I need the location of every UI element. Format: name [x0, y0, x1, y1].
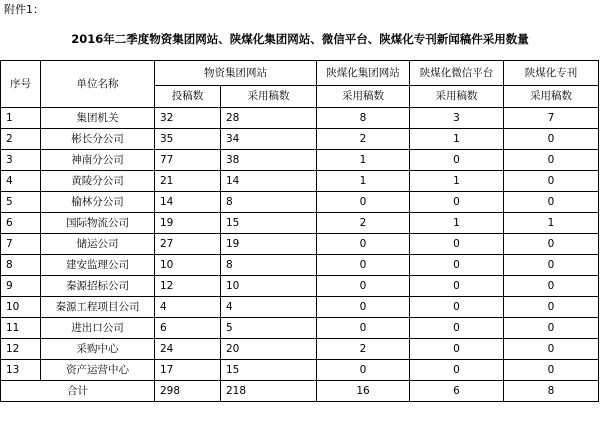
cell-wechat-adopted: 0	[410, 192, 504, 213]
cell-smh-adopted: 0	[317, 234, 410, 255]
header-row-1	[1, 61, 599, 86]
cell-wechat-adopted: 0	[410, 234, 504, 255]
total-row	[1, 381, 599, 402]
table-row	[1, 318, 599, 339]
cell-submitted: 21	[155, 171, 221, 192]
header-smh-site: 陕煤化集团网站	[317, 61, 410, 86]
table-row	[1, 108, 599, 129]
cell-adopted: 8	[221, 255, 317, 276]
total-adopted: 218	[221, 381, 317, 402]
cell-smh-adopted: 2	[317, 339, 410, 360]
cell-adopted: 8	[221, 192, 317, 213]
total-submitted: 298	[155, 381, 221, 402]
cell-submitted: 4	[155, 297, 221, 318]
cell-seq: 2	[1, 129, 41, 150]
cell-journal-adopted: 0	[504, 297, 599, 318]
cell-journal-adopted: 0	[504, 276, 599, 297]
cell-unit: 国际物流公司	[41, 213, 155, 234]
header-wechat-adopted: 采用稿数	[410, 86, 504, 108]
cell-journal-adopted: 1	[504, 213, 599, 234]
cell-seq: 3	[1, 150, 41, 171]
cell-journal-adopted: 0	[504, 234, 599, 255]
cell-seq: 6	[1, 213, 41, 234]
cell-adopted: 14	[221, 171, 317, 192]
cell-seq: 5	[1, 192, 41, 213]
cell-seq: 11	[1, 318, 41, 339]
header-submitted: 投稿数	[155, 86, 221, 108]
cell-journal-adopted: 0	[504, 255, 599, 276]
cell-unit: 建安监理公司	[41, 255, 155, 276]
total-smh: 16	[317, 381, 410, 402]
cell-wechat-adopted: 1	[410, 171, 504, 192]
header-wechat: 陕煤化微信平台	[410, 61, 504, 86]
cell-adopted: 20	[221, 339, 317, 360]
cell-wechat-adopted: 3	[410, 108, 504, 129]
cell-journal-adopted: 0	[504, 150, 599, 171]
header-unit: 单位名称	[41, 61, 155, 108]
total-label: 合计	[1, 381, 155, 402]
cell-smh-adopted: 2	[317, 213, 410, 234]
table-row	[1, 213, 599, 234]
cell-smh-adopted: 0	[317, 192, 410, 213]
cell-smh-adopted: 0	[317, 297, 410, 318]
cell-adopted: 5	[221, 318, 317, 339]
cell-submitted: 14	[155, 192, 221, 213]
header-adopted: 采用稿数	[221, 86, 317, 108]
cell-submitted: 19	[155, 213, 221, 234]
cell-seq: 8	[1, 255, 41, 276]
cell-wechat-adopted: 0	[410, 276, 504, 297]
report-table	[0, 60, 599, 402]
cell-unit: 秦源工程项目公司	[41, 297, 155, 318]
cell-wechat-adopted: 0	[410, 255, 504, 276]
table-row	[1, 360, 599, 381]
cell-wechat-adopted: 0	[410, 360, 504, 381]
header-seq: 序号	[1, 61, 41, 108]
header-journal: 陕煤化专刊	[504, 61, 599, 86]
cell-unit: 神南分公司	[41, 150, 155, 171]
cell-seq: 4	[1, 171, 41, 192]
document-title: 2016年二季度物资集团网站、陕煤化集团网站、微信平台、陕煤化专刊新闻稿件采用数量	[71, 32, 529, 46]
cell-adopted: 4	[221, 297, 317, 318]
header-group-site: 物资集团网站	[155, 61, 317, 86]
cell-adopted: 28	[221, 108, 317, 129]
cell-adopted: 10	[221, 276, 317, 297]
cell-wechat-adopted: 1	[410, 213, 504, 234]
cell-adopted: 19	[221, 234, 317, 255]
cell-journal-adopted: 7	[504, 108, 599, 129]
cell-adopted: 38	[221, 150, 317, 171]
cell-unit: 秦源招标公司	[41, 276, 155, 297]
cell-unit: 榆林分公司	[41, 192, 155, 213]
cell-submitted: 77	[155, 150, 221, 171]
cell-adopted: 15	[221, 213, 317, 234]
cell-seq: 10	[1, 297, 41, 318]
cell-adopted: 15	[221, 360, 317, 381]
cell-smh-adopted: 8	[317, 108, 410, 129]
cell-unit: 进出口公司	[41, 318, 155, 339]
cell-unit: 彬长分公司	[41, 129, 155, 150]
cell-unit: 资产运营中心	[41, 360, 155, 381]
table-body	[1, 108, 599, 381]
table-row	[1, 129, 599, 150]
cell-journal-adopted: 0	[504, 318, 599, 339]
cell-submitted: 12	[155, 276, 221, 297]
cell-unit: 集团机关	[41, 108, 155, 129]
cell-wechat-adopted: 1	[410, 129, 504, 150]
total-wechat: 6	[410, 381, 504, 402]
cell-smh-adopted: 0	[317, 276, 410, 297]
cell-journal-adopted: 0	[504, 360, 599, 381]
cell-unit: 采购中心	[41, 339, 155, 360]
header-journal-adopted: 采用稿数	[504, 86, 599, 108]
cell-wechat-adopted: 0	[410, 297, 504, 318]
cell-smh-adopted: 1	[317, 171, 410, 192]
cell-smh-adopted: 0	[317, 360, 410, 381]
cell-smh-adopted: 0	[317, 318, 410, 339]
cell-seq: 1	[1, 108, 41, 129]
table-row	[1, 297, 599, 318]
cell-adopted: 34	[221, 129, 317, 150]
table-row	[1, 339, 599, 360]
cell-seq: 12	[1, 339, 41, 360]
cell-smh-adopted: 1	[317, 150, 410, 171]
cell-submitted: 35	[155, 129, 221, 150]
cell-wechat-adopted: 0	[410, 339, 504, 360]
table-row	[1, 192, 599, 213]
cell-unit: 黄陵分公司	[41, 171, 155, 192]
attachment-label: 附件1：	[4, 3, 44, 16]
cell-seq: 13	[1, 360, 41, 381]
header-smh-adopted: 采用稿数	[317, 86, 410, 108]
cell-submitted: 24	[155, 339, 221, 360]
cell-wechat-adopted: 0	[410, 150, 504, 171]
cell-seq: 7	[1, 234, 41, 255]
table-row	[1, 276, 599, 297]
table-row	[1, 150, 599, 171]
cell-journal-adopted: 0	[504, 192, 599, 213]
cell-submitted: 17	[155, 360, 221, 381]
cell-submitted: 10	[155, 255, 221, 276]
cell-submitted: 6	[155, 318, 221, 339]
total-journal: 8	[504, 381, 599, 402]
table-row	[1, 234, 599, 255]
cell-submitted: 27	[155, 234, 221, 255]
table-row	[1, 255, 599, 276]
cell-smh-adopted: 0	[317, 255, 410, 276]
cell-smh-adopted: 2	[317, 129, 410, 150]
cell-journal-adopted: 0	[504, 171, 599, 192]
cell-wechat-adopted: 0	[410, 318, 504, 339]
table-row	[1, 171, 599, 192]
cell-unit: 储运公司	[41, 234, 155, 255]
cell-submitted: 32	[155, 108, 221, 129]
cell-journal-adopted: 0	[504, 339, 599, 360]
cell-journal-adopted: 0	[504, 129, 599, 150]
cell-seq: 9	[1, 276, 41, 297]
